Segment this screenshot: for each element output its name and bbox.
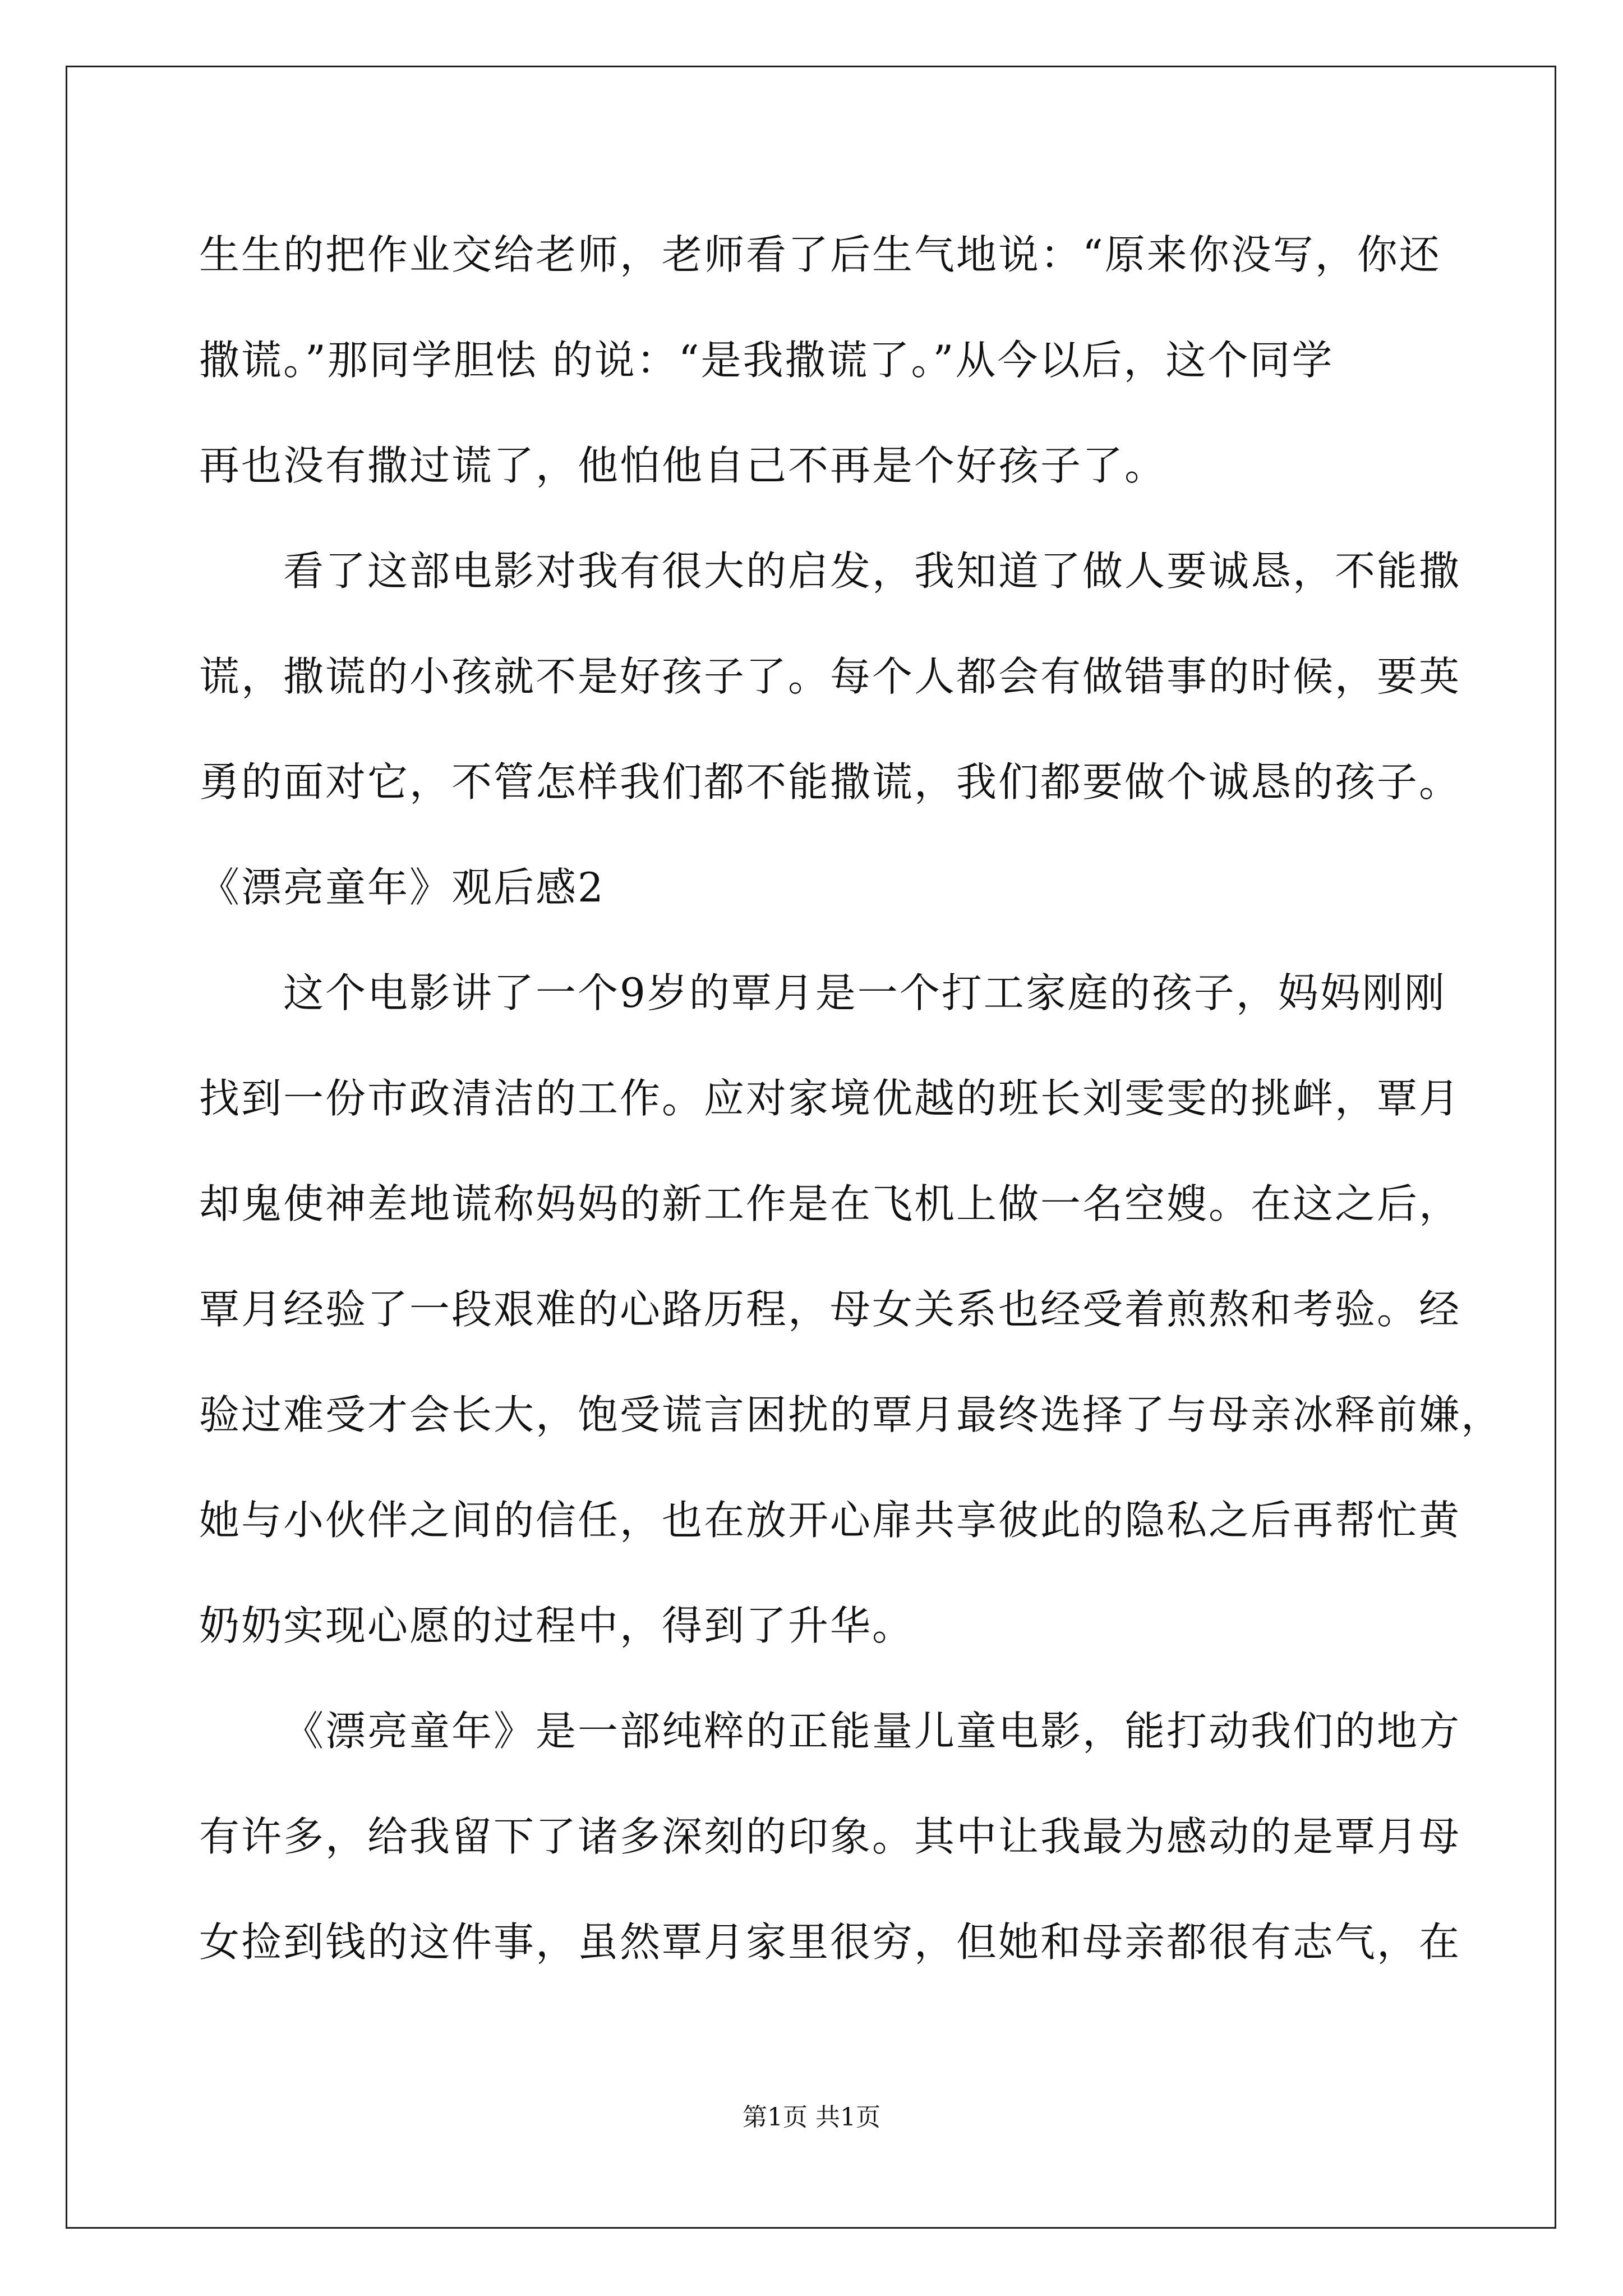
text-line: 再也没有撒过谎了，他怕他自己不再是个好孩子了。 — [199, 442, 1167, 489]
text-line: 验过难受才会长大，饱受谎言困扰的覃月最终选择了与母亲冰释前嫌， — [199, 1391, 1504, 1438]
document-body — [199, 202, 1504, 1995]
text-line: 这个电影讲了一个9岁的覃月是一个打工家庭的孩子，妈妈刚刚 — [283, 969, 1446, 1016]
text-line: 谎，撒谎的小孩就不是好孩子了。每个人都会有做错事的时候，要英 — [199, 653, 1461, 700]
page-footer: 第1页 共1页 — [743, 2103, 880, 2132]
text-line: 勇的面对它，不管怎样我们都不能撒谎，我们都要做个诚恳的孩子。 — [199, 758, 1461, 806]
text-line: 女捡到钱的这件事，虽然覃月家里很穷，但她和母亲都很有志气，在 — [199, 1918, 1461, 1966]
text-line: 找到一份市政清洁的工作。应对家境优越的班长刘雯雯的挑衅，覃月 — [199, 1075, 1461, 1122]
text-line: 看了这部电影对我有很大的启发，我知道了做人要诚恳，不能撒 — [283, 547, 1461, 595]
text-line: 有许多，给我留下了诸多深刻的印象。其中让我最为感动的是覃月母 — [199, 1813, 1461, 1860]
text-line: 《漂亮童年》是一部纯粹的正能量儿童电影，能打动我们的地方 — [283, 1708, 1461, 1755]
text-line: 覃月经验了一段艰难的心路历程，母女关系也经受着煎熬和考验。经 — [199, 1286, 1461, 1333]
text-line: 却鬼使神差地谎称妈妈的新工作是在飞机上做一名空嫂。在这之后， — [199, 1180, 1461, 1227]
text-line: 她与小伙伴之间的信任，也在放开心扉共享彼此的隐私之后再帮忙黄 — [199, 1497, 1461, 1544]
text-line: 撒谎。”那同学胆怯 的说：“是我撒谎了。”从今以后，这个同学 — [199, 337, 1334, 384]
section-heading: 《漂亮童年》观后感2 — [199, 864, 605, 911]
text-line: 奶奶实现心愿的过程中，得到了升华。 — [199, 1602, 915, 1649]
text-line: 生生的把作业交给老师，老师看了后生气地说：“原来你没写，你还 — [199, 231, 1441, 278]
